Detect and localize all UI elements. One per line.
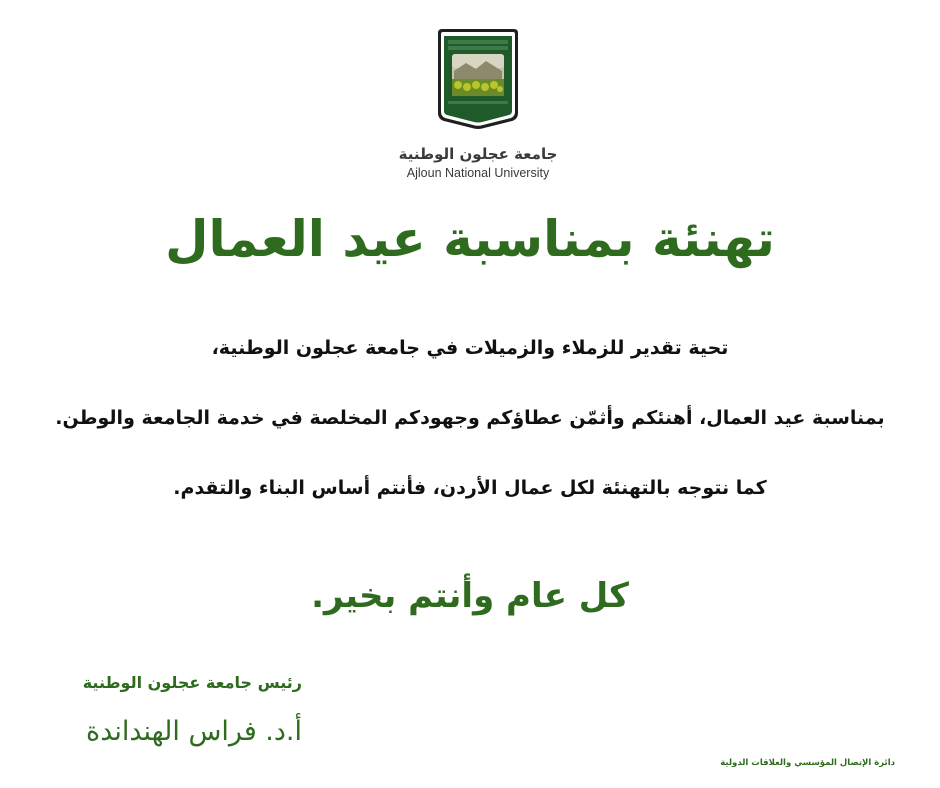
logo-arabic-name: جامعة عجلون الوطنية [398, 145, 558, 163]
page-title: تهنئة بمناسبة عيد العمال [165, 210, 775, 268]
message-line: بمناسبة عيد العمال، أهنئكم وأثمّن عطاؤكم وجهودكم المخلصة في خدمة الجامعة والوطن. [55, 407, 885, 429]
university-seal-icon [436, 27, 520, 130]
logo-english-name: Ajloun National University [406, 166, 550, 180]
signatory-name: أ.د. فراس الهنداندة [86, 716, 302, 747]
message-line: كما نتوجه بالتهنئة لكل عمال الأردن، فأنتم أساس البناء والتقدم. [173, 477, 767, 499]
department-footer: دائرة الإتصال المؤسسي والعلاقات الدولية [720, 758, 895, 768]
signatory-title: رئيس جامعة عجلون الوطنية [82, 673, 302, 692]
greeting-line: تحية تقدير للزملاء والزميلات في جامعة عجلون الوطنية، [211, 337, 729, 359]
closing-wish: كل عام وأنتم بخير. [311, 576, 629, 616]
